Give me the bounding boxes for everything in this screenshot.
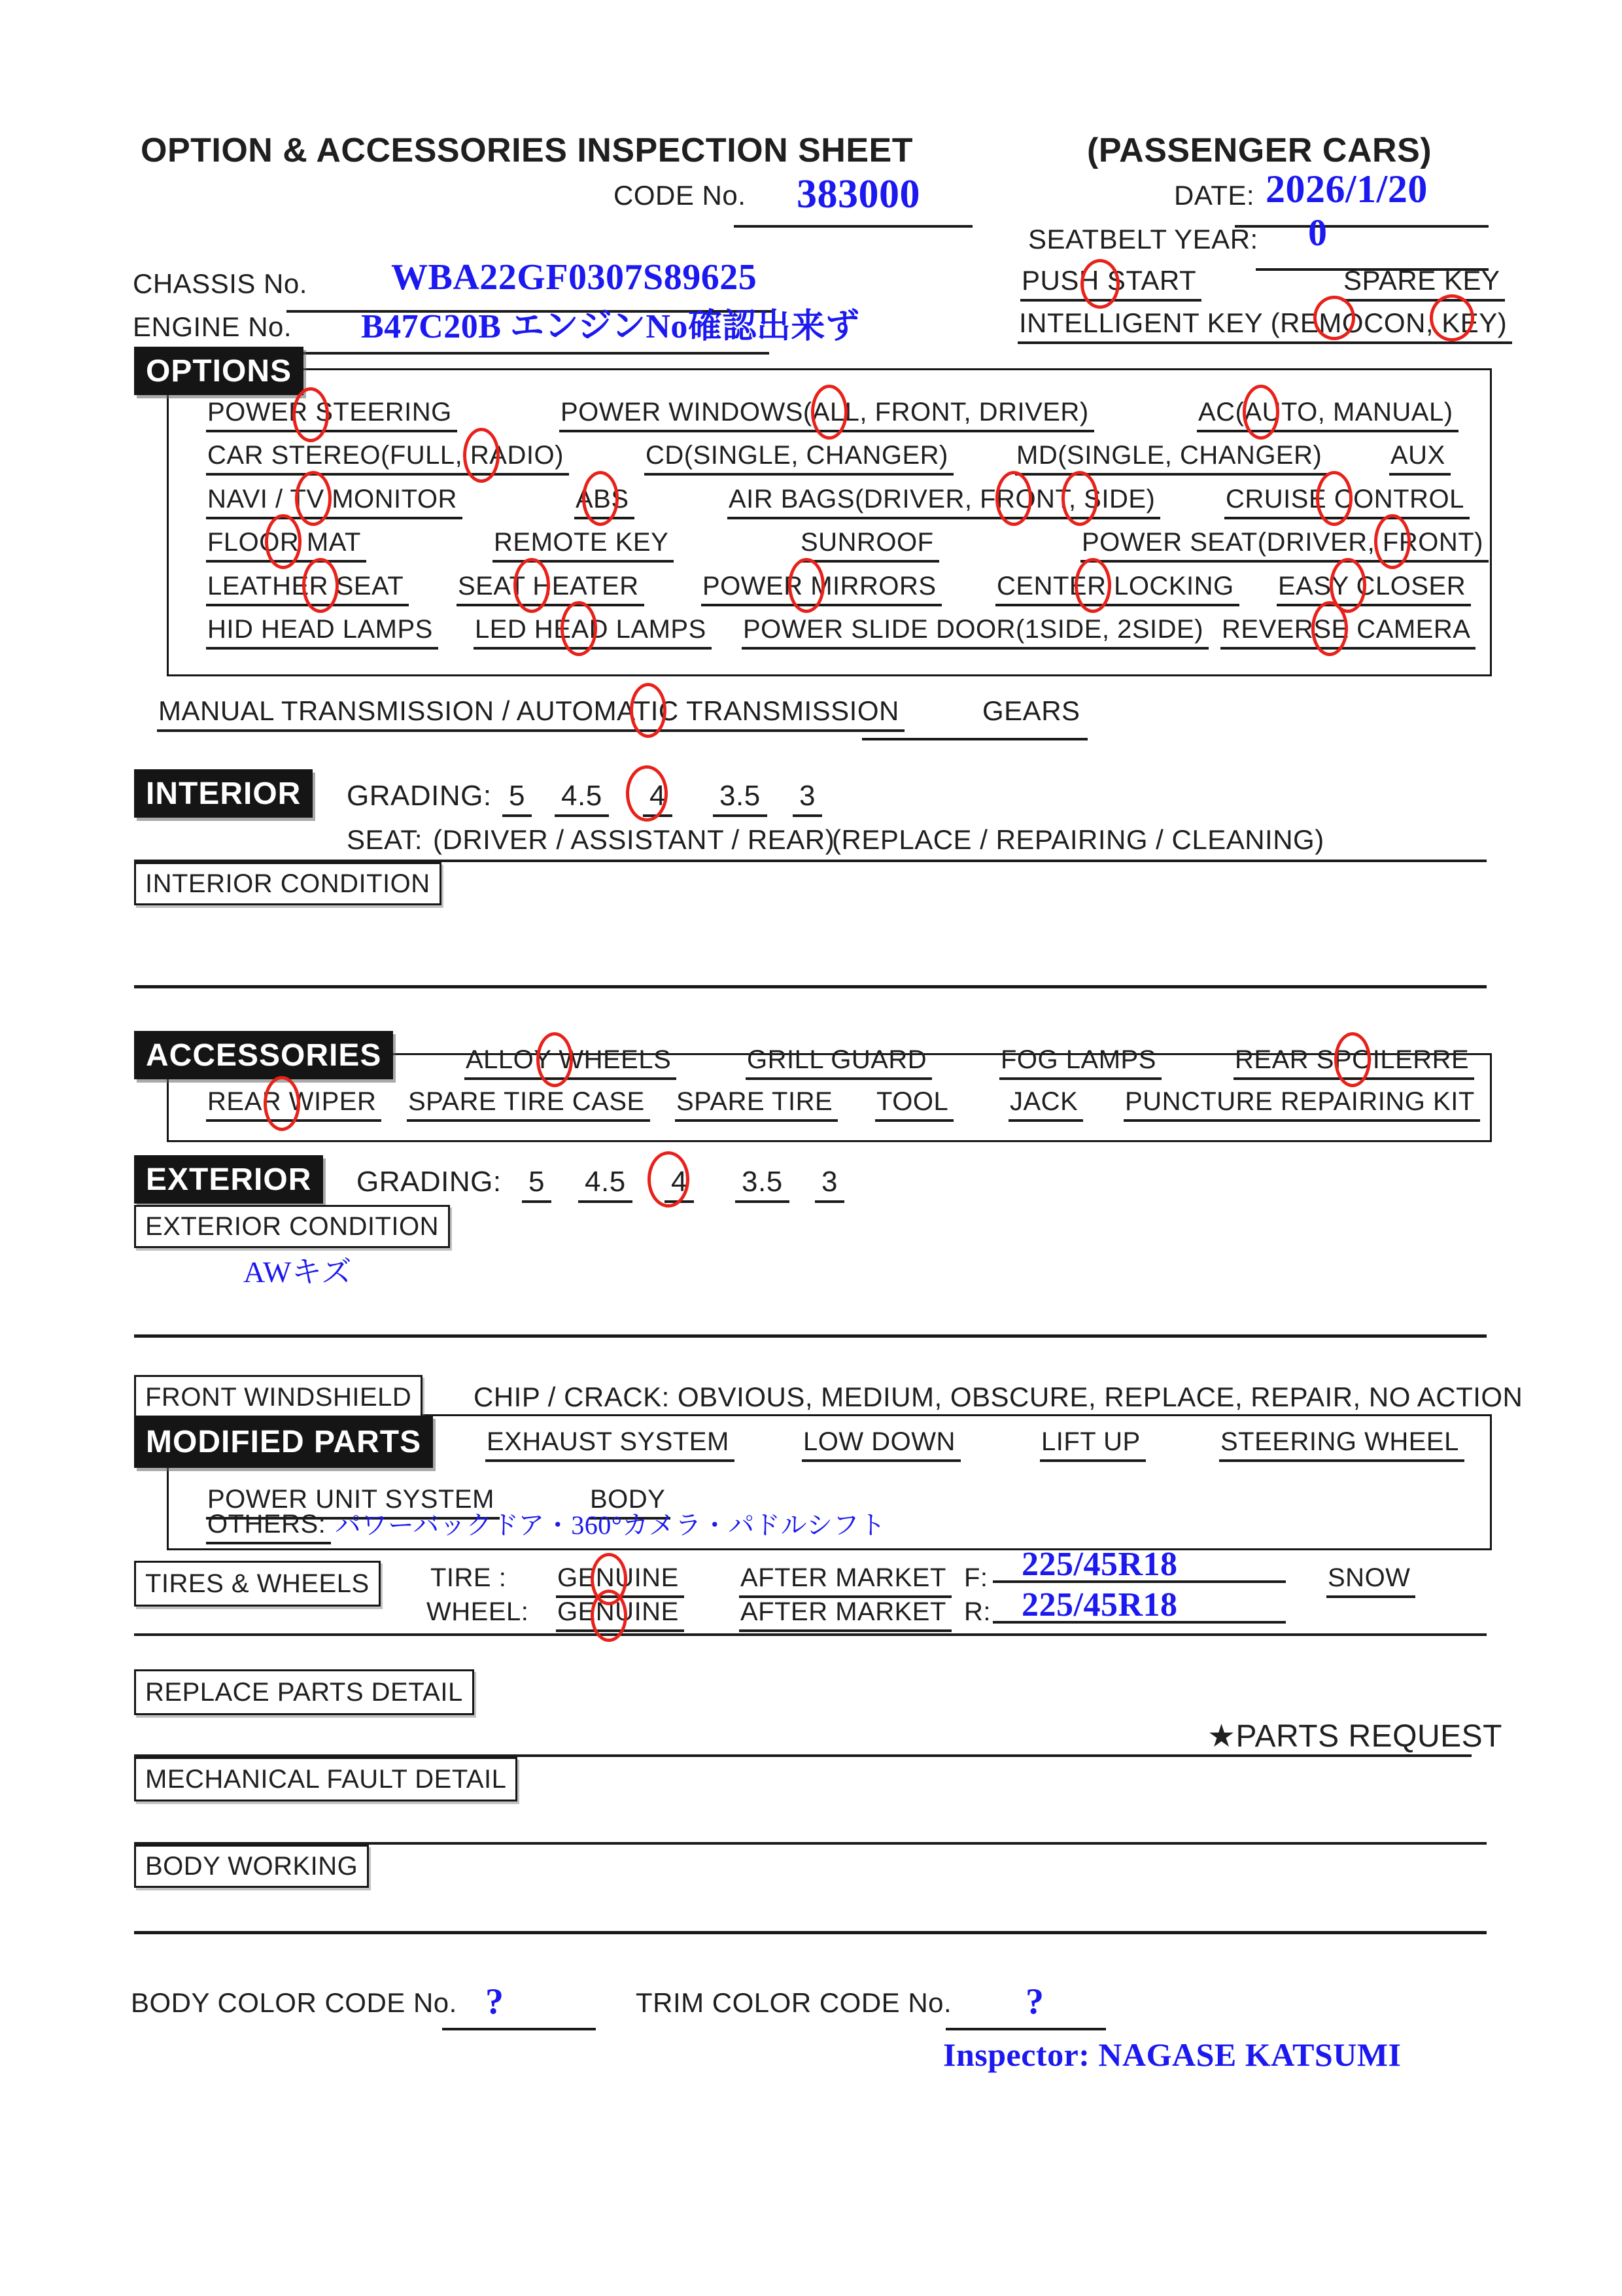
tire-snow-label: SNOW xyxy=(1326,1563,1415,1598)
wheel-rear-size-value: 225/45R18 xyxy=(1022,1586,1178,1624)
red-circle-mark xyxy=(1374,514,1411,569)
seatbelt-year-label: SEATBELT YEAR: xyxy=(1028,224,1258,254)
accessory-spare-tire-case: SPARE TIRE CASE xyxy=(407,1087,650,1122)
red-circle-mark xyxy=(265,514,302,569)
red-circle-mark xyxy=(591,1590,627,1642)
body-color-code-label: BODY COLOR CODE No. xyxy=(131,1987,457,2018)
body-color-blank-line xyxy=(442,2028,596,2030)
wheel-after-market-label: AFTER MARKET xyxy=(739,1597,952,1632)
inspector-signature: Inspector: NAGASE KATSUMI xyxy=(943,2036,1402,2073)
modified-others-label: OTHERS: xyxy=(206,1510,331,1544)
modified-exhaust-system: EXHAUST SYSTEM xyxy=(485,1427,734,1462)
push-start-label: PUSH START xyxy=(1020,265,1201,302)
option-power-steering: POWER STEERING xyxy=(206,398,457,432)
red-circle-mark xyxy=(1075,558,1111,613)
red-circle-mark xyxy=(582,471,619,526)
accessory-spare-tire: SPARE TIRE xyxy=(675,1087,838,1122)
interior-grade-3-5: 3.5 xyxy=(713,780,767,817)
red-circle-mark xyxy=(1313,296,1355,340)
red-circle-mark xyxy=(1311,601,1348,656)
seat-positions: (DRIVER / ASSISTANT / REAR) xyxy=(433,824,835,855)
intelligent-key-label: INTELLIGENT KEY (REMOCON, KEY) xyxy=(1018,307,1512,344)
option-leather-seat: LEATHER SEAT xyxy=(206,572,409,606)
modified-lift-up: LIFT UP xyxy=(1040,1427,1146,1462)
red-circle-mark xyxy=(1316,471,1353,526)
interior-condition-label: INTERIOR CONDITION xyxy=(134,862,441,905)
option-remote-key: REMOTE KEY xyxy=(492,528,674,563)
red-circle-mark xyxy=(647,1151,689,1208)
seat-label: SEAT: xyxy=(347,824,423,855)
engine-label: ENGINE No. xyxy=(133,311,292,342)
red-circle-mark xyxy=(1061,471,1098,526)
option-reverse-camera: REVERSE CAMERA xyxy=(1220,615,1475,650)
transmission-label: MANUAL TRANSMISSION / AUTOMATIC TRANSMISSION xyxy=(157,695,905,732)
option-easy-closer: EASY CLOSER xyxy=(1277,572,1471,606)
seatbelt-year-value: 0 xyxy=(1308,211,1328,254)
page-subtitle: (PASSENGER CARS) xyxy=(1087,131,1432,169)
interior-grade-5: 5 xyxy=(502,780,532,817)
accessory-rear-spoiler: REAR SPOILERRE xyxy=(1234,1045,1474,1080)
option-cd: CD(SINGLE, CHANGER) xyxy=(644,441,954,476)
option-navi-tv: NAVI / TV MONITOR xyxy=(206,485,462,519)
exterior-grade-3: 3 xyxy=(815,1166,844,1203)
red-circle-mark xyxy=(463,428,500,483)
option-cruise-control: CRUISE CONTROL xyxy=(1224,485,1470,519)
modified-body: BODY xyxy=(589,1485,670,1520)
parts-request-label: ★PARTS REQUEST xyxy=(1207,1719,1502,1754)
interior-grading-label: GRADING: xyxy=(347,780,492,812)
code-value: 383000 xyxy=(797,172,920,217)
divider xyxy=(134,1334,1487,1338)
trim-color-blank-line xyxy=(946,2028,1106,2030)
body-working-label: BODY WORKING xyxy=(134,1845,369,1888)
red-circle-mark xyxy=(626,765,668,822)
option-abs: ABS xyxy=(574,485,634,519)
exterior-grading-label: GRADING: xyxy=(356,1166,502,1198)
modified-steering-wheel: STEERING WHEEL xyxy=(1219,1427,1464,1462)
interior-grade-4: 4 xyxy=(643,780,672,817)
accessory-jack: JACK xyxy=(1009,1087,1083,1122)
tire-genuine-label: GENUINE xyxy=(556,1563,684,1598)
mechanical-fault-detail-label: MECHANICAL FAULT DETAIL xyxy=(134,1757,517,1801)
date-value: 2026/1/20 xyxy=(1266,167,1428,211)
trim-color-code-label: TRIM COLOR CODE No. xyxy=(636,1987,952,2018)
interior-grade-4-5: 4.5 xyxy=(555,780,609,817)
exterior-condition-label: EXTERIOR CONDITION xyxy=(134,1205,450,1248)
red-circle-mark xyxy=(513,558,550,613)
options-section-label: OPTIONS xyxy=(134,347,303,395)
exterior-grade-4: 4 xyxy=(664,1166,694,1203)
modified-others-value: パワーバックドア・360°カメラ・パドルシフト xyxy=(335,1510,886,1540)
wheel-genuine-label: GENUINE xyxy=(556,1597,684,1632)
accessories-section-label: ACCESSORIES xyxy=(134,1031,393,1079)
divider xyxy=(134,985,1487,988)
red-circle-mark xyxy=(630,683,666,738)
trim-color-code-value: ? xyxy=(1026,1981,1044,2022)
chassis-label: CHASSIS No. xyxy=(133,268,307,299)
red-circle-mark xyxy=(264,1076,300,1131)
replace-parts-detail-label: REPLACE PARTS DETAIL xyxy=(134,1669,474,1715)
tire-label: TIRE : xyxy=(430,1563,507,1592)
date-blank-line xyxy=(1235,225,1489,228)
tires-wheels-label: TIRES & WHEELS xyxy=(134,1561,381,1607)
red-circle-mark xyxy=(536,1032,573,1087)
option-ac: AC(AUTO, MANUAL) xyxy=(1197,398,1458,432)
wheel-label: WHEEL: xyxy=(426,1597,529,1626)
wheel-rear-label: R: xyxy=(964,1597,991,1626)
red-circle-mark xyxy=(295,471,332,526)
option-car-stereo: CAR STEREO(FULL, RADIO) xyxy=(206,441,569,476)
red-circle-mark xyxy=(302,558,339,613)
red-circle-mark xyxy=(561,601,597,656)
divider xyxy=(134,1931,1487,1934)
interior-grade-3: 3 xyxy=(793,780,822,817)
exterior-section-label: EXTERIOR xyxy=(134,1155,323,1204)
divider xyxy=(134,1633,1487,1636)
modified-parts-section-label: MODIFIED PARTS xyxy=(134,1416,433,1468)
red-circle-mark xyxy=(811,385,848,440)
option-md: MD(SINGLE, CHANGER) xyxy=(1015,441,1327,476)
option-aux: AUX xyxy=(1389,441,1451,476)
accessory-puncture-kit: PUNCTURE REPAIRING KIT xyxy=(1124,1087,1480,1122)
option-air-bags: AIR BAGS(DRIVER, FRONT, SIDE) xyxy=(727,485,1160,519)
option-floor-mat: FLOOR MAT xyxy=(206,528,366,563)
accessory-alloy-wheels: ALLOY WHEELS xyxy=(464,1045,676,1080)
code-blank-line xyxy=(734,225,973,228)
red-circle-mark xyxy=(292,387,329,442)
front-windshield-label: FRONT WINDSHIELD xyxy=(134,1375,423,1419)
option-power-slide-door: POWER SLIDE DOOR(1SIDE, 2SIDE) xyxy=(742,615,1209,650)
seat-actions: (REPLACE / REPAIRING / CLEANING) xyxy=(832,824,1324,855)
engine-blank-line xyxy=(280,352,769,355)
chip-crack-options: CHIP / CRACK: OBVIOUS, MEDIUM, OBSCURE, REPLACE, REPAIR, NO ACTION xyxy=(474,1382,1523,1412)
option-led-head-lamps: LED HEAD LAMPS xyxy=(474,615,712,650)
option-power-mirrors: POWER MIRRORS xyxy=(701,572,942,606)
exterior-condition-note: AWキズ xyxy=(243,1255,353,1289)
accessory-tool: TOOL xyxy=(875,1087,954,1122)
page-title: OPTION & ACCESSORIES INSPECTION SHEET xyxy=(141,131,913,169)
accessory-grill-guard: GRILL GUARD xyxy=(746,1045,932,1080)
gears-label: GEARS xyxy=(982,695,1080,726)
exterior-grade-5: 5 xyxy=(522,1166,551,1203)
chassis-value: WBA22GF0307S89625 xyxy=(391,257,757,298)
exterior-grade-4-5: 4.5 xyxy=(578,1166,632,1203)
exterior-grade-3-5: 3.5 xyxy=(735,1166,789,1203)
red-circle-mark xyxy=(995,471,1032,526)
tire-after-market-label: AFTER MARKET xyxy=(739,1563,952,1598)
option-power-seat: POWER SEAT(DRIVER, FRONT) xyxy=(1080,528,1489,563)
option-seat-heater: SEAT HEATER xyxy=(457,572,644,606)
tire-front-size-value: 225/45R18 xyxy=(1022,1546,1178,1583)
modified-low-down: LOW DOWN xyxy=(802,1427,961,1462)
interior-section-label: INTERIOR xyxy=(134,769,313,818)
engine-value: B47C20B エンジンNo確認出来ず xyxy=(361,308,860,345)
accessory-fog-lamps: FOG LAMPS xyxy=(999,1045,1162,1080)
red-circle-mark xyxy=(1080,259,1120,309)
gears-blank-line xyxy=(862,738,1088,740)
code-label: CODE No. xyxy=(613,180,746,211)
spare-key-label: SPARE KEY xyxy=(1342,265,1505,302)
option-hid-head-lamps: HID HEAD LAMPS xyxy=(206,615,438,650)
option-sunroof: SUNROOF xyxy=(799,528,939,563)
red-circle-mark xyxy=(1334,1032,1371,1087)
red-circle-mark xyxy=(1243,385,1279,440)
tire-front-label: F: xyxy=(964,1563,988,1592)
option-center-locking: CENTER LOCKING xyxy=(995,572,1239,606)
body-color-code-value: ? xyxy=(485,1981,504,2022)
accessory-rear-wiper: REAR WIPER xyxy=(206,1087,381,1122)
red-circle-mark xyxy=(1430,294,1474,341)
red-circle-mark xyxy=(788,558,825,613)
date-label: DATE: xyxy=(1174,180,1255,211)
option-power-windows: POWER WINDOWS(ALL, FRONT, DRIVER) xyxy=(559,398,1094,432)
modified-power-unit-system: POWER UNIT SYSTEM xyxy=(206,1485,500,1520)
